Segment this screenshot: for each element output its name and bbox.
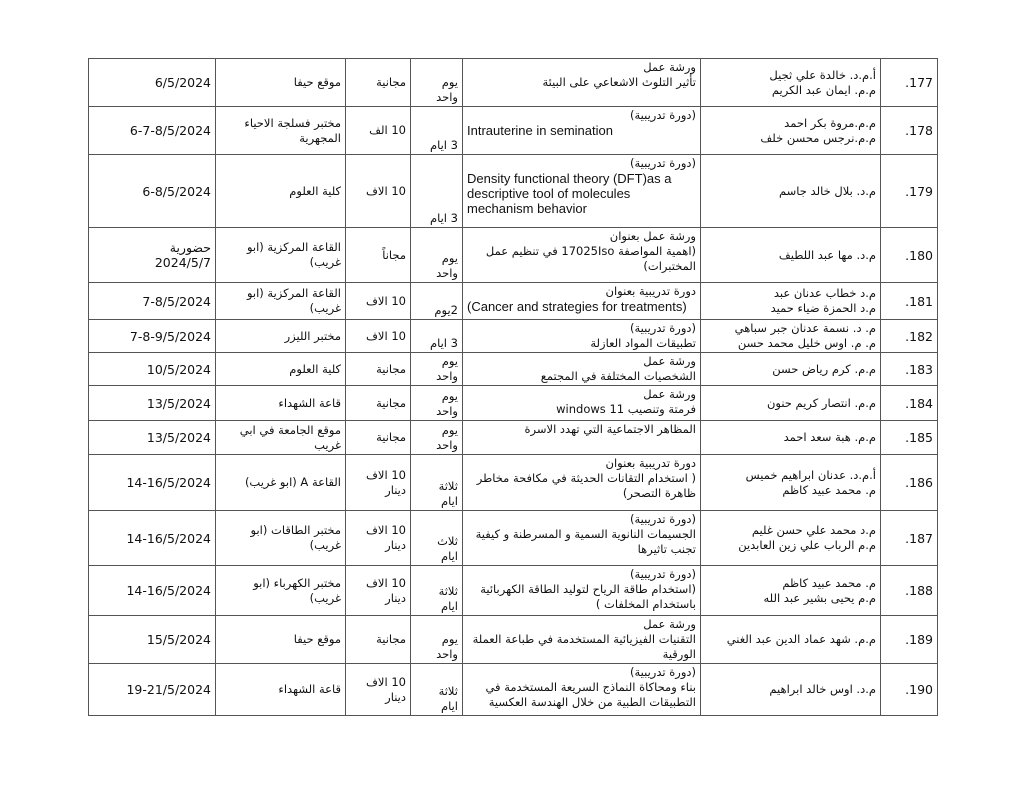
cost: مجانية [376, 632, 406, 646]
trainer-names-cell [701, 283, 881, 320]
table-row [89, 155, 938, 228]
activity-title: ورشة عمل التقنيات الفيزيائية المستخدمة في طباعة العملة الورقية [472, 617, 696, 661]
date: 10/5/2024 [146, 361, 211, 377]
date: 19-21/5/2024 [126, 682, 211, 697]
table-row [89, 320, 938, 353]
activity-title-cell [463, 155, 701, 228]
venue-cell [216, 59, 346, 107]
duration-cell [411, 59, 463, 107]
row-number: 180. [905, 247, 933, 263]
duration: ثلاثة ايام [438, 479, 458, 508]
activity-title: ورشة عمل فرمتة وتنصيب 11 windows [556, 387, 696, 416]
venue-cell [216, 421, 346, 455]
duration: 3 ايام [429, 336, 458, 350]
date-cell [89, 228, 216, 283]
row-number-cell [881, 511, 938, 566]
date: 6-7-8/5/2024 [129, 123, 211, 138]
activity-title-english: Intrauterine in semination [467, 123, 613, 138]
venue: القاعة A (ابو غريب) [244, 475, 341, 489]
trainer-names: م.د خطاب عدنان عبد م.د الحمزة ضياء حميد [770, 286, 876, 315]
row-number-cell [881, 664, 938, 716]
row-number: 178. [905, 123, 933, 138]
activity-title: (دورة تدريبية) (استخدام طاقة الرياح لتوليد الطاقة الكهربائية باستخدام المخلفات ) [480, 567, 696, 611]
cost: مجانية [376, 361, 406, 376]
date: 15/5/2024 [146, 632, 211, 647]
venue: القاعة المركزية (ابو غريب) [246, 240, 341, 269]
duration: 3 ايام [429, 211, 458, 225]
venue: قاعة الشهداء [278, 395, 341, 410]
row-number-cell [881, 155, 938, 228]
row-number-cell [881, 320, 938, 353]
duration: يوم واحد [436, 75, 458, 104]
trainer-names-cell [701, 664, 881, 716]
table-row [89, 566, 938, 616]
duration: يوم واحد [436, 251, 458, 280]
date-cell [89, 386, 216, 421]
date-cell [89, 455, 216, 511]
trainer-names-cell [701, 59, 881, 107]
venue-cell [216, 107, 346, 155]
cost-cell [346, 107, 411, 155]
date-cell [89, 566, 216, 616]
date: 14-16/5/2024 [126, 583, 211, 598]
trainer-names: م.م. انتصار كريم حنون [766, 395, 876, 410]
trainer-names: م. محمد عبيد كاظم م.م يحيى بشير عبد الله [763, 575, 876, 605]
table-row [89, 107, 938, 155]
cost-cell [346, 320, 411, 353]
duration-cell [411, 421, 463, 455]
trainer-names: م.م. هبة سعد احمد [783, 430, 876, 444]
venue: مختبر فسلجة الاحياء المجهرية [244, 115, 341, 145]
activity-title: (دورة تدريبية) [630, 156, 696, 170]
trainer-names-cell [701, 455, 881, 511]
venue-cell [216, 455, 346, 511]
trainer-names-cell [701, 320, 881, 353]
duration-cell [411, 107, 463, 155]
row-number: 184. [905, 395, 933, 411]
venue: كلية العلوم [289, 183, 341, 198]
date: 14-16/5/2024 [126, 530, 211, 546]
duration: يوم واحد [436, 423, 458, 452]
table-row [89, 664, 938, 716]
table-row [89, 511, 938, 566]
duration-cell [411, 283, 463, 320]
activity-title-cell [463, 386, 701, 421]
trainer-names: م.د. اوس خالد ابراهيم [769, 682, 876, 696]
duration-cell [411, 455, 463, 511]
duration-cell [411, 511, 463, 566]
trainer-names-cell [701, 421, 881, 455]
venue-cell [216, 386, 346, 421]
venue: القاعة المركزية (ابو غريب) [246, 286, 341, 315]
trainer-names-cell [701, 511, 881, 566]
cost: مجانية [376, 430, 406, 444]
cost-cell [346, 386, 411, 421]
trainer-names-cell [701, 353, 881, 386]
trainer-names-cell [701, 155, 881, 228]
duration: ثلاثة ايام [438, 684, 458, 713]
row-number-cell [881, 566, 938, 616]
duration-cell [411, 616, 463, 664]
duration: 3 ايام [429, 138, 458, 152]
duration: ثلاث ايام [437, 534, 458, 563]
activity-title-cell [463, 664, 701, 716]
duration-cell [411, 155, 463, 228]
venue-cell [216, 283, 346, 320]
duration-cell [411, 664, 463, 716]
cost-cell [346, 455, 411, 511]
table-row [89, 228, 938, 283]
duration: 2يوم [434, 303, 458, 317]
row-number-cell [881, 283, 938, 320]
cost-cell [346, 353, 411, 386]
row-number-cell [881, 59, 938, 107]
cost: مجانية [376, 395, 406, 410]
cost: مجاناً [382, 247, 406, 262]
row-number: 190. [905, 682, 933, 697]
activity-title: (دورة تدريبية) [630, 108, 696, 122]
activity-title: ورشة عمل بعنوان (اهمية المواصفة 17025Iso في تنظيم عمل المختبرات) [485, 229, 696, 273]
venue: قاعة الشهداء [278, 682, 341, 696]
duration-cell [411, 386, 463, 421]
venue: موقع حيفا [293, 632, 341, 646]
cost-cell [346, 59, 411, 107]
activity-title-cell [463, 421, 701, 455]
cost-cell [346, 511, 411, 566]
activity-title: (دورة تدريبية) الجسيمات النانوية السمية و المسرطنة و كيفية تجنب تاثيرها [475, 512, 696, 556]
venue-cell [216, 353, 346, 386]
venue-cell [216, 566, 346, 616]
venue: مختبر الكهرباء (ابو غريب) [253, 575, 341, 605]
duration-cell [411, 228, 463, 283]
trainer-names-cell [701, 228, 881, 283]
trainer-names: أ.م.د. خالدة علي ثجيل م.م. ايمان عبد الكريم [769, 67, 876, 97]
activity-title: (دورة تدريبية) بناء ومحاكاة النماذج السريعة المستخدمة في التطبيقات الطبية من خلال الهندسة العكسية [485, 665, 696, 709]
cost: 10 الاف [366, 328, 406, 343]
table-row [89, 59, 938, 107]
row-number: 179. [905, 183, 933, 199]
cost-cell [346, 283, 411, 320]
date: حضورية 2024/5/7 [154, 240, 211, 270]
activity-title-english: Density functional theory (DFT)as a descriptive tool of molecules mechanism behavior [467, 171, 672, 216]
cost: 10 الاف [366, 293, 406, 308]
venue: مختبر الليزر [284, 328, 341, 343]
activity-title: دورة تدريبية بعنوان ( استخدام التقانات الحديثة في مكافحة مخاطر ظاهرة التصحر) [476, 456, 696, 500]
cost: 10 الاف [366, 183, 406, 198]
table-row [89, 455, 938, 511]
row-number: 189. [905, 632, 933, 647]
cost: 10 الاف دينار [366, 523, 406, 552]
trainer-names: م.د. بلال خالد جاسم [779, 183, 876, 198]
cost-cell [346, 421, 411, 455]
venue: موقع حيفا [293, 75, 341, 89]
row-number: 186. [905, 475, 933, 490]
venue-cell [216, 320, 346, 353]
venue: كلية العلوم [289, 361, 341, 376]
date-cell [89, 320, 216, 353]
venue-cell [216, 155, 346, 228]
cost: 10 الاف دينار [366, 575, 406, 605]
date-cell [89, 664, 216, 716]
trainer-names: م.م. شهد عماد الدين عبد الغني [726, 632, 876, 646]
cost-cell [346, 664, 411, 716]
date-cell [89, 283, 216, 320]
cost-cell [346, 228, 411, 283]
trainer-names: م.م.مروة بكر احمد م.م.نرجس محسن خلف [760, 115, 876, 145]
row-number: 182. [905, 328, 933, 344]
venue-cell [216, 664, 346, 716]
activity-title: دورة تدريبية بعنوان [605, 284, 696, 298]
activity-title-cell [463, 616, 701, 664]
date: 14-16/5/2024 [126, 475, 211, 490]
table-row [89, 283, 938, 320]
row-number-cell [881, 107, 938, 155]
date-cell [89, 353, 216, 386]
venue-cell [216, 616, 346, 664]
activity-title-cell [463, 107, 701, 155]
row-number: 183. [905, 361, 933, 377]
row-number-cell [881, 616, 938, 664]
activity-title: ورشة عمل تأثير التلوث الاشعاعي على البيئة [542, 60, 696, 89]
date-cell [89, 59, 216, 107]
table-row [89, 353, 938, 386]
venue-cell [216, 228, 346, 283]
row-number-cell [881, 421, 938, 455]
cost: 10 الاف دينار [366, 674, 406, 704]
trainer-names-cell [701, 616, 881, 664]
date-cell [89, 421, 216, 455]
activity-title-cell [463, 566, 701, 616]
date: 7-8/5/2024 [142, 293, 211, 309]
date: 6/5/2024 [154, 75, 211, 90]
row-number-cell [881, 455, 938, 511]
cost: 10 الاف دينار [366, 467, 406, 497]
duration: ثلاثة ايام [438, 584, 458, 613]
venue-cell [216, 511, 346, 566]
date: 13/5/2024 [146, 430, 211, 445]
activity-title: المظاهر الاجتماعية التي تهدد الاسرة [524, 422, 696, 436]
trainer-names-cell [701, 566, 881, 616]
activity-title-cell [463, 283, 701, 320]
venue: مختبر الطاقات (ابو غريب) [250, 523, 341, 552]
table-row [89, 616, 938, 664]
row-number-cell [881, 353, 938, 386]
duration-cell [411, 566, 463, 616]
date: 6-8/5/2024 [142, 183, 211, 199]
row-number: 188. [905, 583, 933, 598]
activity-title-cell [463, 353, 701, 386]
activity-title-cell [463, 59, 701, 107]
venue: موقع الجامعة في ابي غريب [239, 422, 341, 452]
duration: يوم واحد [436, 632, 458, 661]
trainer-names: أ.م.د. عدنان ابراهيم خميس م. محمد عبيد كاظم [745, 467, 876, 497]
trainer-names: م.د محمد علي حسن غليم م.م الرباب علي زين العابدين [738, 523, 876, 552]
row-number-cell [881, 228, 938, 283]
row-number: 177. [905, 75, 933, 90]
date: 13/5/2024 [146, 395, 211, 411]
trainer-names: م.د. مها عبد اللطيف [778, 247, 876, 262]
date-cell [89, 511, 216, 566]
activity-title-cell [463, 320, 701, 353]
trainer-names-cell [701, 386, 881, 421]
trainer-names: م.م. كرم رياض حسن [772, 361, 876, 376]
duration-cell [411, 353, 463, 386]
duration: يوم واحد [436, 354, 458, 383]
cost: مجانية [376, 75, 406, 89]
activity-title-cell [463, 228, 701, 283]
activity-title-cell [463, 455, 701, 511]
cost-cell [346, 566, 411, 616]
date-cell [89, 155, 216, 228]
activity-title: (دورة تدريبية) تطبيقات المواد العازلة [590, 321, 696, 350]
duration-cell [411, 320, 463, 353]
activity-title-english: (Cancer and strategies for treatments) [467, 299, 687, 314]
date: 7-8-9/5/2024 [129, 328, 211, 344]
cost-cell [346, 155, 411, 228]
duration: يوم واحد [436, 389, 458, 418]
activity-title: ورشة عمل الشخصيات المختلفة في المجتمع [540, 354, 696, 383]
row-number: 181. [905, 293, 933, 309]
trainer-names-cell [701, 107, 881, 155]
table-row [89, 386, 938, 421]
date-cell [89, 107, 216, 155]
cost: 10 الف [369, 123, 406, 137]
activity-title-cell [463, 511, 701, 566]
cost-cell [346, 616, 411, 664]
trainer-names: م. د. نسمة عدنان جبر سباهي م. م. اوس خليل محمد حسن [734, 321, 876, 350]
table-row [89, 421, 938, 455]
row-number: 185. [905, 430, 933, 445]
row-number-cell [881, 386, 938, 421]
date-cell [89, 616, 216, 664]
activities-table [88, 58, 938, 716]
row-number: 187. [905, 530, 933, 546]
